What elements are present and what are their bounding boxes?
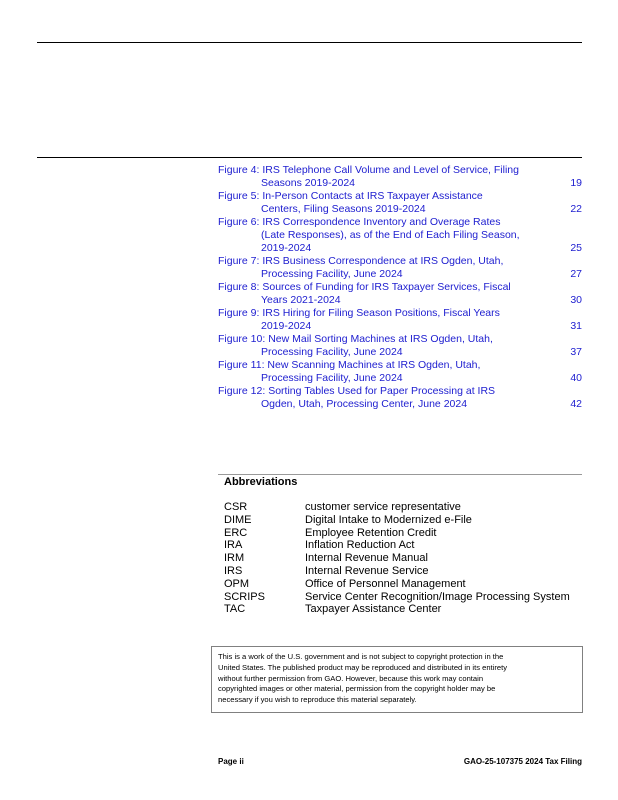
- toc-entry-figure-10[interactable]: [218, 333, 582, 359]
- abbreviation-code: IRS: [224, 564, 243, 577]
- toc-entry-text[interactable]: Ogden, Utah, Processing Center, June 2024 42: [261, 398, 582, 410]
- notice-line: United States. The published product may be reproduced and distributed in its entirety: [218, 662, 508, 672]
- toc-entry-text[interactable]: Figure 8: Sources of Funding for IRS Taxpayer Services, Fiscal: [218, 281, 511, 293]
- abbreviation-row: [224, 539, 584, 552]
- toc-entry-figure-8[interactable]: [218, 281, 582, 307]
- top-rule: [37, 42, 582, 43]
- notice-line: copyrighted images or other material, permission from the copyright holder may be: [218, 684, 496, 694]
- toc-entry-text[interactable]: 2019-2024 31: [261, 320, 582, 332]
- abbreviation-definition: Taxpayer Assistance Center: [305, 603, 442, 616]
- toc-page-number[interactable]: 37: [570, 346, 582, 358]
- toc-entry-text[interactable]: Figure 9: IRS Hiring for Filing Season Positions, Fiscal Years: [218, 307, 500, 319]
- section-rule: [37, 157, 582, 158]
- abbreviation-definition: Internal Revenue Service: [305, 564, 429, 577]
- abbreviation-row: [224, 591, 584, 604]
- toc-entry-text[interactable]: (Late Responses), as of the End of Each Filing Season,: [261, 229, 520, 241]
- abbreviation-row: [224, 565, 584, 578]
- toc-page-number[interactable]: 19: [570, 177, 582, 189]
- abbreviation-row: [224, 603, 584, 616]
- toc-entry-text[interactable]: Seasons 2019-2024 19: [261, 177, 582, 189]
- abbreviation-code: DIME: [224, 513, 252, 526]
- toc-entry-figure-12[interactable]: [218, 385, 582, 411]
- toc-entry-figure-4[interactable]: [218, 164, 582, 190]
- toc-entry-text[interactable]: Figure 7: IRS Business Correspondence at IRS Ogden, Utah,: [218, 255, 504, 267]
- list-of-figures: [218, 164, 582, 411]
- toc-entry-figure-11[interactable]: [218, 359, 582, 385]
- toc-entry-text[interactable]: Figure 10: New Mail Sorting Machines at IRS Ogden, Utah,: [218, 333, 493, 345]
- toc-page-number[interactable]: 30: [570, 294, 582, 306]
- notice-line: necessary if you wish to reproduce this material separately.: [218, 695, 417, 705]
- toc-entry-text[interactable]: Figure 5: In-Person Contacts at IRS Taxpayer Assistance: [218, 190, 483, 202]
- abbreviation-row: [224, 527, 584, 540]
- toc-page-number[interactable]: 42: [570, 398, 582, 410]
- toc-entry-text[interactable]: Figure 6: IRS Correspondence Inventory and Overage Rates: [218, 216, 501, 228]
- toc-entry-figure-7[interactable]: [218, 255, 582, 281]
- toc-entry-figure-9[interactable]: [218, 307, 582, 333]
- abbreviation-code: OPM: [224, 577, 250, 590]
- abbreviation-definition: Digital Intake to Modernized e-File: [305, 513, 472, 526]
- toc-entry-text[interactable]: Processing Facility, June 2024 40: [261, 372, 582, 384]
- toc-page-number[interactable]: 40: [570, 372, 582, 384]
- toc-entry-text[interactable]: Centers, Filing Seasons 2019-2024 22: [261, 203, 582, 215]
- abbreviation-definition: Employee Retention Credit: [305, 526, 437, 539]
- report-identifier: GAO-25-107375 2024 Tax Filing: [463, 757, 582, 766]
- abbreviation-row: [224, 501, 584, 514]
- abbreviations-rule: [218, 474, 582, 475]
- abbreviation-code: IRA: [224, 539, 243, 552]
- toc-entry-text[interactable]: Figure 12: Sorting Tables Used for Paper Processing at IRS: [218, 385, 496, 397]
- page-number: Page ii: [218, 757, 244, 766]
- toc-page-number[interactable]: 27: [570, 268, 582, 280]
- notice-line: This is a work of the U.S. government and is not subject to copyright protection in the: [218, 652, 504, 661]
- abbreviation-definition: customer service representative: [305, 501, 461, 513]
- toc-entry-text[interactable]: Processing Facility, June 2024 37: [261, 346, 582, 358]
- toc-entry-text[interactable]: Figure 4: IRS Telephone Call Volume and Level of Service, Filing: [218, 164, 519, 176]
- abbreviations-list: [224, 501, 584, 616]
- toc-entry-text[interactable]: 2019-2024 25: [261, 242, 582, 254]
- toc-entry-figure-6[interactable]: [218, 216, 582, 255]
- toc-entry-text[interactable]: Processing Facility, June 2024 27: [261, 268, 582, 280]
- abbreviation-code: TAC: [224, 603, 246, 616]
- abbreviation-code: ERC: [224, 526, 248, 539]
- abbreviation-definition: Inflation Reduction Act: [305, 539, 415, 552]
- toc-entry-figure-5[interactable]: [218, 190, 582, 216]
- abbreviation-definition: Internal Revenue Manual: [305, 552, 428, 565]
- abbreviation-code: IRM: [224, 552, 245, 565]
- toc-entry-text[interactable]: Years 2021-2024 30: [261, 294, 582, 306]
- abbreviation-code: CSR: [224, 501, 248, 513]
- abbreviation-row: [224, 552, 584, 565]
- toc-page-number[interactable]: 22: [570, 203, 582, 215]
- abbreviation-code: SCRIPS: [224, 590, 265, 603]
- toc-page-number[interactable]: 31: [570, 320, 582, 332]
- abbreviation-row: [224, 514, 584, 527]
- abbreviations-heading: Abbreviations: [224, 476, 298, 488]
- abbreviation-definition: Service Center Recognition/Image Processing System: [305, 590, 570, 603]
- toc-page-number[interactable]: 25: [570, 242, 582, 254]
- abbreviation-row: [224, 578, 584, 591]
- notice-line: without further permission from GAO. However, because this work may contain: [218, 673, 484, 683]
- toc-entry-text[interactable]: Figure 11: New Scanning Machines at IRS Ogden, Utah,: [218, 359, 481, 371]
- copyright-notice: [211, 646, 583, 713]
- abbreviation-definition: Office of Personnel Management: [305, 577, 466, 590]
